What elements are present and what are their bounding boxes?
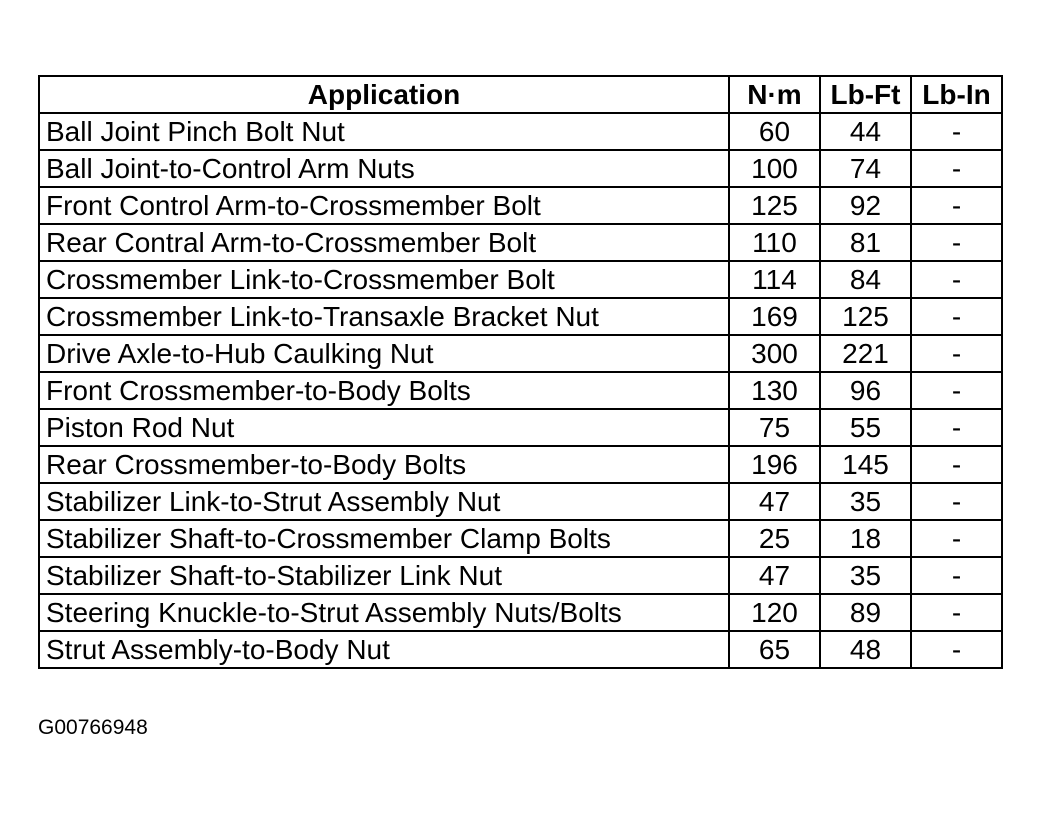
header-lbin: Lb-In	[911, 76, 1002, 113]
cell-application: Strut Assembly-to-Body Nut	[39, 631, 729, 668]
table-row	[39, 520, 1002, 557]
table-body	[39, 113, 1002, 668]
table-row	[39, 113, 1002, 150]
cell-lbin: -	[911, 261, 1002, 298]
cell-lbft: 48	[820, 631, 911, 668]
cell-nm: 100	[729, 150, 820, 187]
cell-nm: 60	[729, 113, 820, 150]
table-row	[39, 298, 1002, 335]
figure-id: G00766948	[38, 716, 148, 739]
cell-application: Ball Joint-to-Control Arm Nuts	[39, 150, 729, 187]
cell-lbft: 44	[820, 113, 911, 150]
cell-lbft: 96	[820, 372, 911, 409]
header-nm: N·m	[729, 76, 820, 113]
table-row	[39, 594, 1002, 631]
header-lbft: Lb-Ft	[820, 76, 911, 113]
cell-lbft: 145	[820, 446, 911, 483]
cell-nm: 125	[729, 187, 820, 224]
table-row	[39, 150, 1002, 187]
cell-application: Rear Crossmember-to-Body Bolts	[39, 446, 729, 483]
cell-lbft: 81	[820, 224, 911, 261]
table-row	[39, 409, 1002, 446]
cell-lbin: -	[911, 557, 1002, 594]
cell-application: Crossmember Link-to-Transaxle Bracket Nut	[39, 298, 729, 335]
cell-lbft: 221	[820, 335, 911, 372]
cell-lbin: -	[911, 483, 1002, 520]
cell-lbin: -	[911, 372, 1002, 409]
cell-lbft: 89	[820, 594, 911, 631]
cell-application: Steering Knuckle-to-Strut Assembly Nuts/Bolts	[39, 594, 729, 631]
cell-nm: 300	[729, 335, 820, 372]
table-row	[39, 187, 1002, 224]
cell-nm: 130	[729, 372, 820, 409]
cell-application: Stabilizer Shaft-to-Crossmember Clamp Bolts	[39, 520, 729, 557]
table-row	[39, 631, 1002, 668]
cell-lbft: 92	[820, 187, 911, 224]
table-row	[39, 446, 1002, 483]
cell-nm: 25	[729, 520, 820, 557]
table-header-row	[39, 76, 1002, 113]
cell-lbft: 84	[820, 261, 911, 298]
cell-application: Piston Rod Nut	[39, 409, 729, 446]
cell-lbin: -	[911, 409, 1002, 446]
cell-lbft: 74	[820, 150, 911, 187]
cell-application: Crossmember Link-to-Crossmember Bolt	[39, 261, 729, 298]
cell-application: Drive Axle-to-Hub Caulking Nut	[39, 335, 729, 372]
cell-lbin: -	[911, 187, 1002, 224]
cell-lbft: 35	[820, 557, 911, 594]
cell-nm: 169	[729, 298, 820, 335]
cell-nm: 75	[729, 409, 820, 446]
cell-lbin: -	[911, 446, 1002, 483]
cell-nm: 114	[729, 261, 820, 298]
cell-nm: 65	[729, 631, 820, 668]
cell-application: Front Control Arm-to-Crossmember Bolt	[39, 187, 729, 224]
cell-lbin: -	[911, 594, 1002, 631]
cell-lbin: -	[911, 335, 1002, 372]
cell-nm: 196	[729, 446, 820, 483]
cell-lbft: 35	[820, 483, 911, 520]
cell-application: Stabilizer Shaft-to-Stabilizer Link Nut	[39, 557, 729, 594]
cell-lbin: -	[911, 298, 1002, 335]
cell-nm: 120	[729, 594, 820, 631]
header-application: Application	[39, 76, 729, 113]
cell-lbin: -	[911, 224, 1002, 261]
cell-lbin: -	[911, 520, 1002, 557]
cell-lbft: 55	[820, 409, 911, 446]
cell-application: Stabilizer Link-to-Strut Assembly Nut	[39, 483, 729, 520]
cell-nm: 110	[729, 224, 820, 261]
cell-application: Ball Joint Pinch Bolt Nut	[39, 113, 729, 150]
cell-application: Rear Contral Arm-to-Crossmember Bolt	[39, 224, 729, 261]
cell-lbin: -	[911, 150, 1002, 187]
cell-nm: 47	[729, 483, 820, 520]
cell-nm: 47	[729, 557, 820, 594]
table-row	[39, 224, 1002, 261]
cell-lbft: 125	[820, 298, 911, 335]
cell-lbin: -	[911, 631, 1002, 668]
table-row	[39, 557, 1002, 594]
table-row	[39, 261, 1002, 298]
table-row	[39, 483, 1002, 520]
cell-lbft: 18	[820, 520, 911, 557]
cell-lbin: -	[911, 113, 1002, 150]
table-row	[39, 335, 1002, 372]
torque-spec-table	[38, 75, 1003, 669]
cell-application: Front Crossmember-to-Body Bolts	[39, 372, 729, 409]
table-row	[39, 372, 1002, 409]
